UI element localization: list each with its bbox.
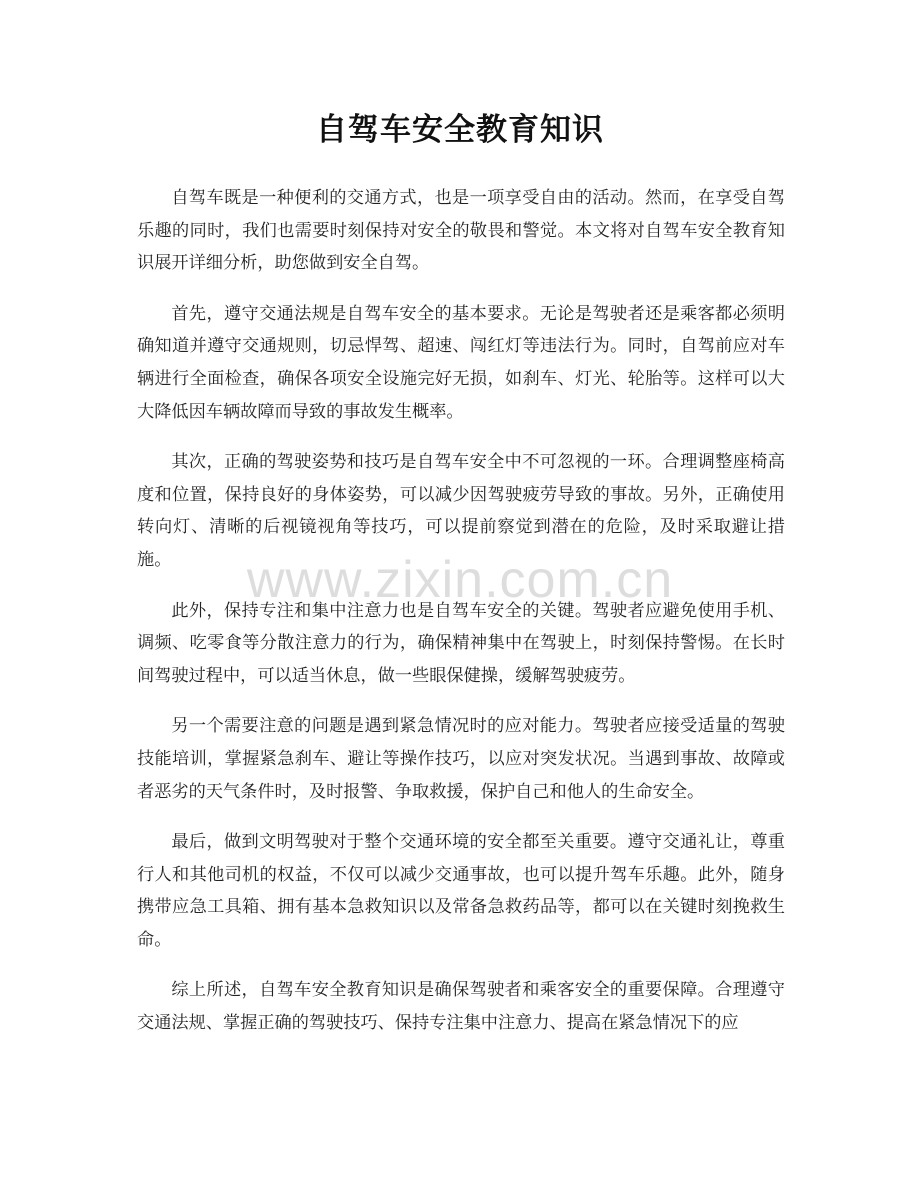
paragraph-driving-posture: 其次，正确的驾驶姿势和技巧是自驾车安全中不可忽视的一环。合理调整座椅高度和位置，保持良好的身体姿势，可以减少因驾驶疲劳导致的事故。另外，正确使用转向灯、清晰的后视镜视角等技巧，可以提前察觉到潜在的危险，及时采取避让措施。 (137, 452, 785, 570)
paragraph-civilized-driving: 最后，做到文明驾驶对于整个交通环境的安全都至关重要。遵守交通礼让，尊重行人和其他司机的权益，不仅可以减少交通事故，也可以提升驾车乐趣。此外，随身携带应急工具箱、拥有基本急救知识以及常备急救药品等，都可以在关键时刻挽救生命。 (137, 832, 785, 950)
watermark: www.zixin.com.cn (246, 551, 674, 609)
page-title: 自驾车安全教育知识 (316, 112, 604, 148)
paragraph-emergency: 另一个需要注意的问题是遇到紧急情况时的应对能力。驾驶者应接受适量的驾驶技能培训，掌握紧急刹车、避让等操作技巧，以应对突发状况。当遇到事故、故障或者恶劣的天气条件时，及时报警、争取救援，保护自己和他人的生命安全。 (137, 716, 785, 802)
paragraph-traffic-rules: 首先，遵守交通法规是自驾车安全的基本要求。无论是驾驶者还是乘客都必须明确知道并遵守交通规则，切忌悍驾、超速、闯红灯等违法行为。同时，自驾前应对车辆进行全面检查，确保各项安全设施完好无损，如刹车、灯光、轮胎等。这样可以大大降低因车辆故障而导致的事故发生概率。 (137, 303, 785, 422)
paragraph-summary: 综上所述，自驾车安全教育知识是确保驾驶者和乘客安全的重要保障。合理遵守交通法规、掌握正确的驾驶技巧、保持专注集中注意力、提高在紧急情况下的应 (137, 980, 785, 1034)
document-body (137, 182, 785, 1058)
paragraph-focus: 此外，保持专注和集中注意力也是自驾车安全的关键。驾驶者应避免使用手机、调频、吃零食等分散注意力的行为，确保精神集中在驾驶上，时刻保持警惕。在长时间驾驶过程中，可以适当休息，做一些眼保健操，缓解驾驶疲劳。 (137, 600, 785, 686)
paragraph-intro: 自驾车既是一种便利的交通方式，也是一项享受自由的活动。然而，在享受自驾乐趣的同时，我们也需要时刻保持对安全的敬畏和警觉。本文将对自驾车安全教育知识展开详细分析，助您做到安全自驾。 (137, 188, 785, 274)
